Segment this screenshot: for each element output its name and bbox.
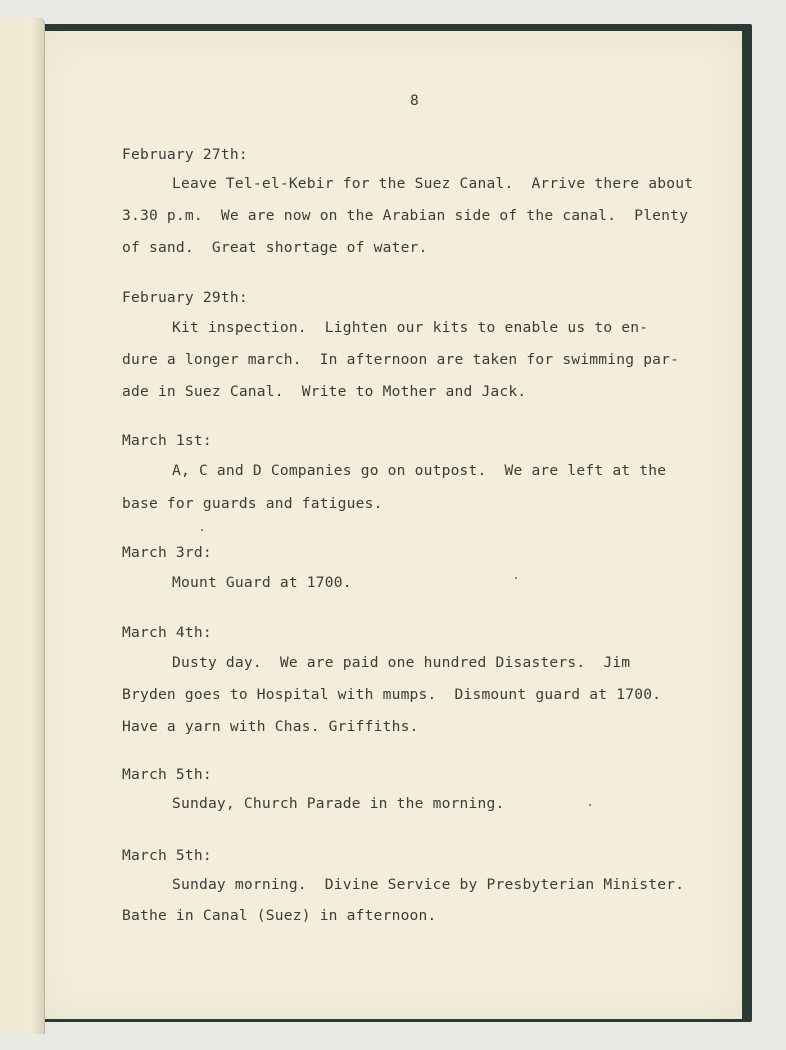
entry-line: A, C and D Companies go on outpost. We are left at the bbox=[172, 462, 667, 479]
entry-line: base for guards and fatigues. bbox=[122, 495, 383, 512]
entry-line: Kit inspection. Lighten our kits to enable us to en- bbox=[172, 319, 649, 336]
entry-line: ade in Suez Canal. Write to Mother and Jack. bbox=[122, 383, 527, 400]
entry-heading: March 4th: bbox=[122, 624, 212, 641]
entry-heading: February 29th: bbox=[122, 289, 248, 306]
left-page-edge bbox=[0, 18, 45, 1034]
entry-line: Sunday, Church Parade in the morning. bbox=[172, 795, 505, 812]
entry-line: Dusty day. We are paid one hundred Disasters. Jim bbox=[172, 654, 631, 671]
entry-line: Mount Guard at 1700. bbox=[172, 574, 352, 591]
paper-speck bbox=[589, 804, 591, 806]
entry-line: Bryden goes to Hospital with mumps. Dismount guard at 1700. bbox=[122, 686, 662, 703]
entry-line: Have a yarn with Chas. Griffiths. bbox=[122, 718, 419, 735]
entry-line: 3.30 p.m. We are now on the Arabian side of the canal. Plenty bbox=[122, 207, 689, 224]
entry-heading: March 5th: bbox=[122, 847, 212, 864]
entry-line: of sand. Great shortage of water. bbox=[122, 239, 428, 256]
entry-line: Leave Tel-el-Kebir for the Suez Canal. Arrive there about bbox=[172, 175, 694, 192]
entry-heading: March 5th: bbox=[122, 766, 212, 783]
page-number: 8 bbox=[410, 92, 419, 109]
entry-line: dure a longer march. In afternoon are taken for swimming par- bbox=[122, 351, 680, 368]
paper-speck bbox=[515, 577, 517, 579]
entry-line: Bathe in Canal (Suez) in afternoon. bbox=[122, 907, 437, 924]
entry-heading: March 1st: bbox=[122, 432, 212, 449]
paper-speck bbox=[201, 529, 203, 531]
entry-line: Sunday morning. Divine Service by Presbyterian Minister. bbox=[172, 876, 685, 893]
entry-heading: March 3rd: bbox=[122, 544, 212, 561]
entry-heading: February 27th: bbox=[122, 146, 248, 163]
